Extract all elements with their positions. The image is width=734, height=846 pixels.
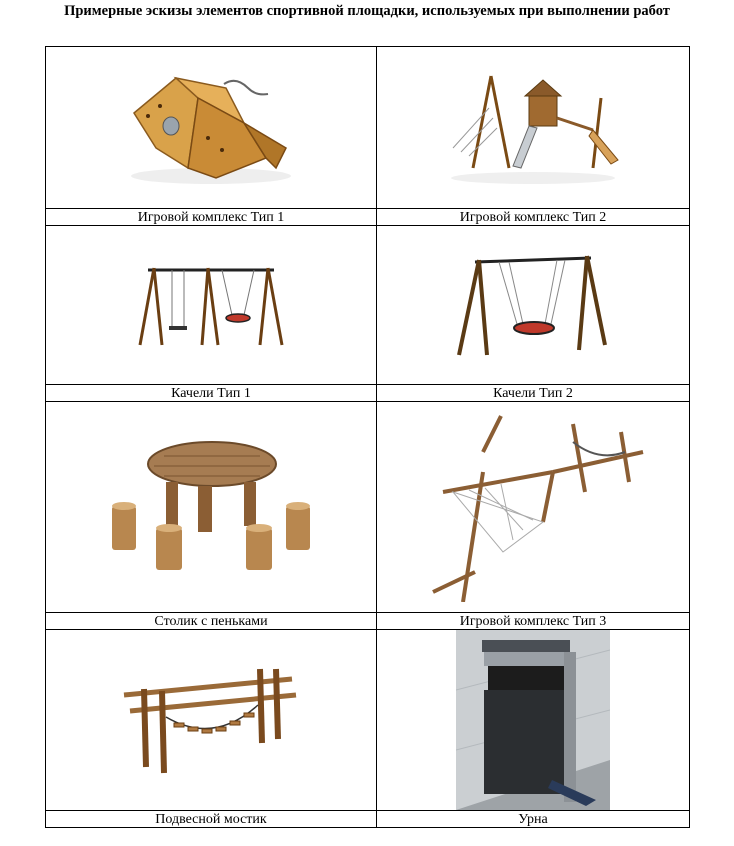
image-cell-playground-type-1: [46, 47, 377, 209]
table-row: [46, 630, 690, 811]
elements-table: [45, 46, 690, 828]
caption-trash-bin: Урна: [377, 811, 690, 828]
table-row: [46, 613, 690, 630]
caption-swing-type-1: Качели Тип 1: [46, 385, 377, 402]
playground-complex-type-3-image: [413, 412, 653, 602]
image-cell-playground-type-3: [377, 402, 690, 613]
suspension-bridge-image: [118, 665, 304, 775]
trash-bin-image: [456, 630, 610, 810]
caption-suspension-bridge: Подвесной мостик: [46, 811, 377, 828]
playground-complex-type-1-image: [126, 68, 296, 188]
caption-playground-type-3: Игровой комплекс Тип 3: [377, 613, 690, 630]
table-with-stumps-image: [104, 440, 318, 574]
caption-table-with-stumps: Столик с пеньками: [46, 613, 377, 630]
caption-playground-type-2: Игровой комплекс Тип 2: [377, 209, 690, 226]
image-cell-playground-type-2: [377, 47, 690, 209]
caption-swing-type-2: Качели Тип 2: [377, 385, 690, 402]
playground-complex-type-2-image: [443, 68, 623, 188]
table-row: [46, 385, 690, 402]
image-cell-swing-type-2: [377, 226, 690, 385]
document-title: Примерные эскизы элементов спортивной площадки, используемых при выполнении работ: [64, 3, 670, 19]
image-cell-trash-bin: [377, 630, 690, 811]
swing-type-2-image: [453, 250, 613, 360]
image-cell-swing-type-1: [46, 226, 377, 385]
image-cell-table-with-stumps: [46, 402, 377, 613]
table-row: [46, 47, 690, 209]
table-row: [46, 402, 690, 613]
table-row: [46, 226, 690, 385]
caption-playground-type-1: Игровой комплекс Тип 1: [46, 209, 377, 226]
table-row: [46, 811, 690, 828]
image-cell-suspension-bridge: [46, 630, 377, 811]
table-row: [46, 209, 690, 226]
swing-type-1-image: [136, 260, 286, 350]
